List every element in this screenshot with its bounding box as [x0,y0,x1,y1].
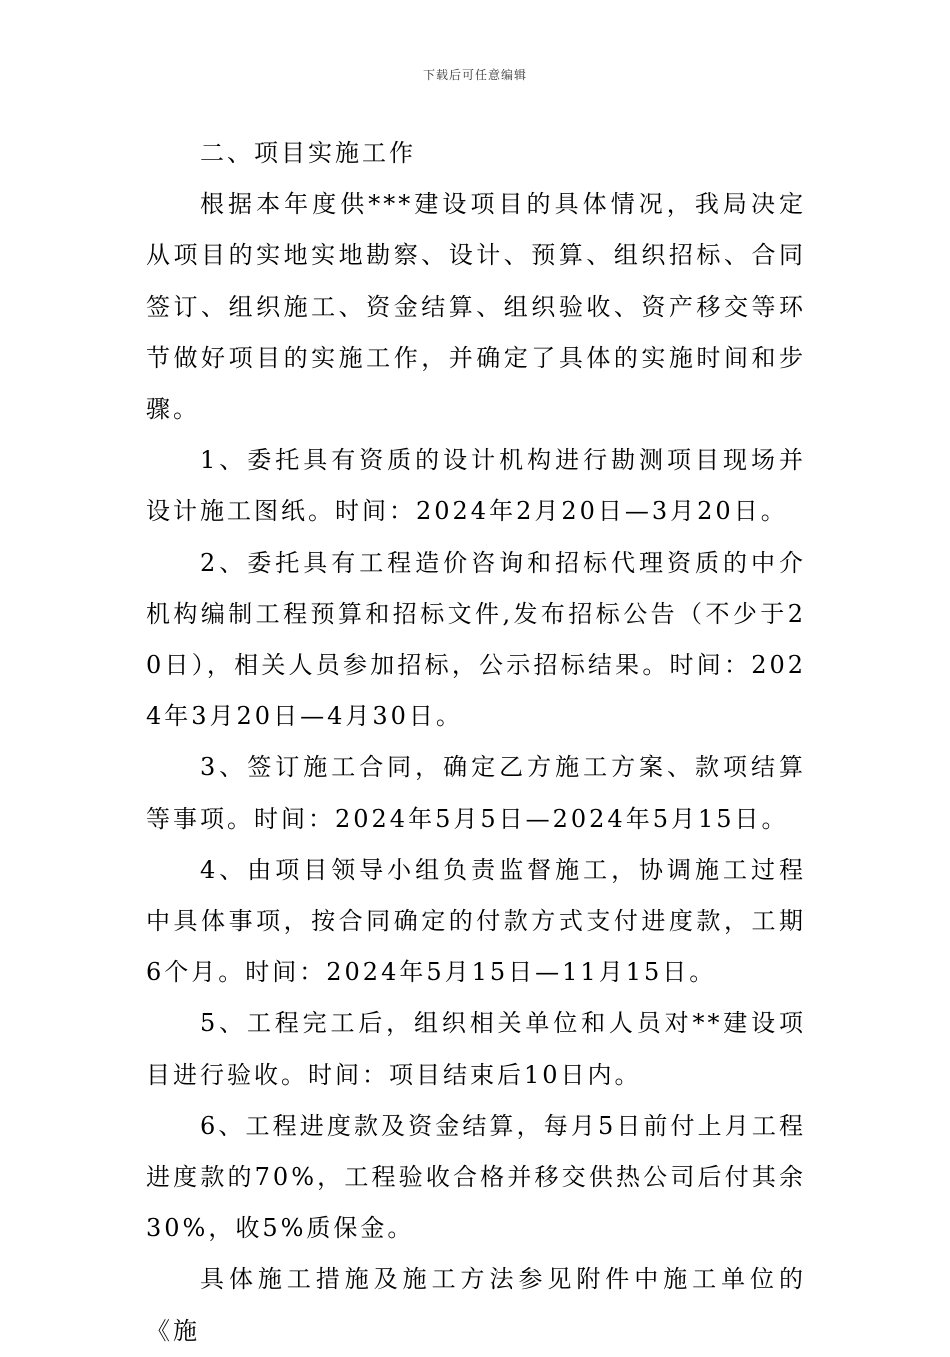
step-6: 6、工程进度款及资金结算，每月5日前付上月工程进度款的70%，工程验收合格并移交供热公司后付其余30%，收5%质保金。 [146,1111,806,1243]
document-body [146,128,806,1357]
step-3: 3、签订施工合同，确定乙方施工方案、款项结算等事项。时间：2024年5月5日—2024年5月15日。 [146,753,806,833]
paragraph-closing: 具体施工措施及施工方法参见附件中施工单位的《施 [146,1265,806,1345]
section-heading: 二、项目实施工作 [200,139,416,167]
paragraph-intro: 根据本年度供***建设项目的具体情况，我局决定从项目的实地实地勘察、设计、预算、组织招标、合同签订、组织施工、资金结算、组织验收、资产移交等环节做好项目的实施工作，并确定了具体的实施时间和步骤。 [146,190,806,424]
step-2: 2、委托具有工程造价咨询和招标代理资质的中介机构编制工程预算和招标文件,发布招标公告（不少于20日），相关人员参加招标，公示招标结果。时间：2024年3月20日—4月30日。 [146,548,806,731]
step-4: 4、由项目领导小组负责监督施工，协调施工过程中具体事项，按合同确定的付款方式支付进度款，工期6个月。时间：2024年5月15日—11月15日。 [146,855,806,987]
step-1: 1、委托具有资质的设计机构进行勘测项目现场并设计施工图纸。时间：2024年2月20日—3月20日。 [146,446,806,526]
page-header-note: 下载后可任意编辑 [422,68,527,82]
step-5: 5、工程完工后，组织相关单位和人员对**建设项目进行验收。时间：项目结束后10日内。 [146,1009,806,1089]
